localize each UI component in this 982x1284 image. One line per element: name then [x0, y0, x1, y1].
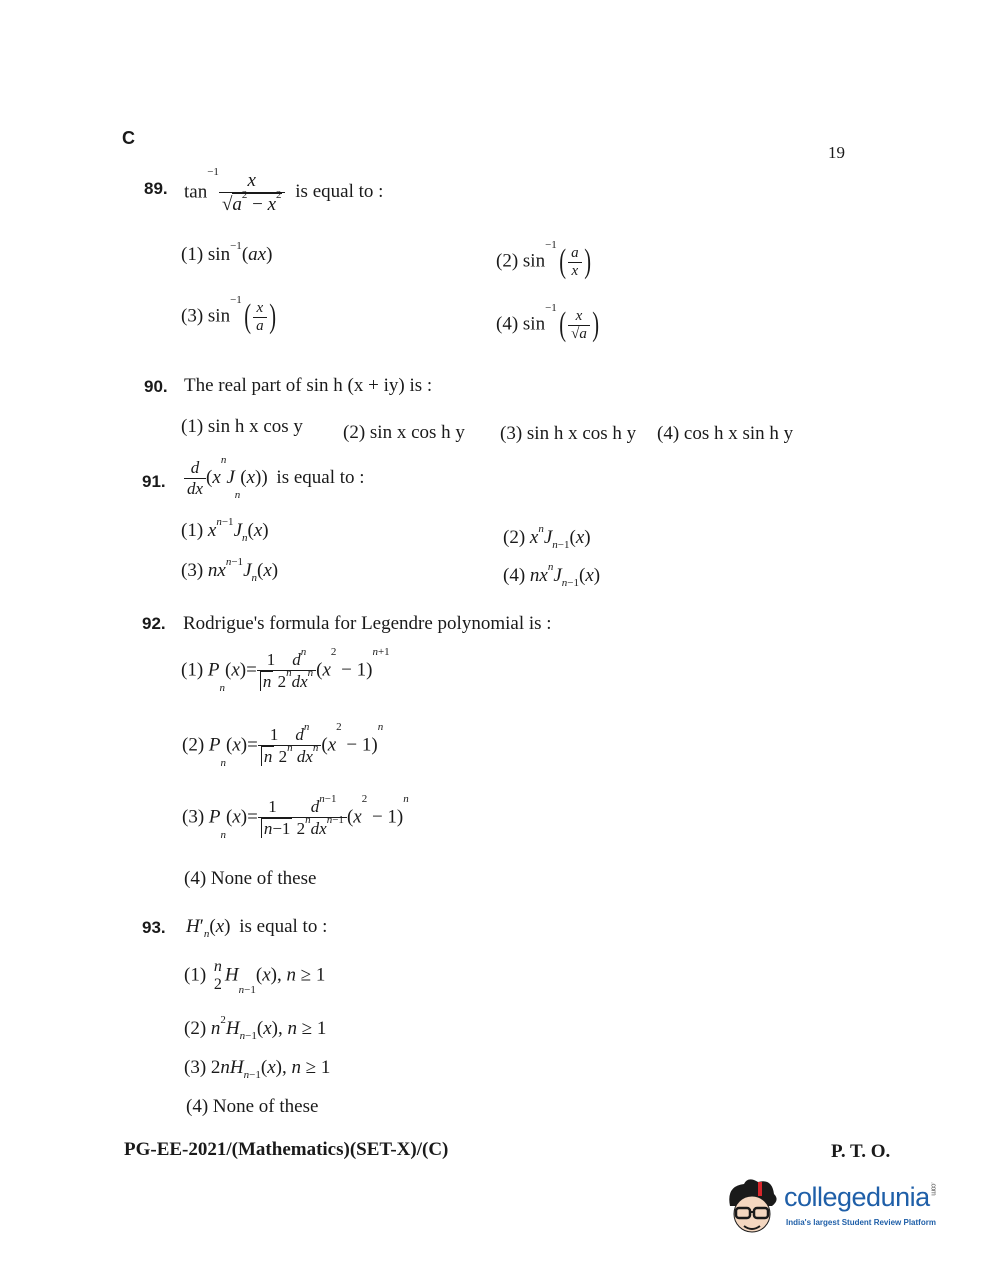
question-number-93: 93. — [142, 918, 166, 937]
set-letter: C — [122, 128, 135, 148]
q91-option-4[interactable]: (4) $nx^nJ_{n-1}(x)$ — [503, 561, 601, 589]
collegedunia-logo — [722, 1176, 952, 1246]
question-93-stem: $H'_n(x)$ is equal to : — [186, 916, 328, 940]
q90-option-1[interactable]: (1) sin h x cos y — [181, 416, 303, 437]
question-91-stem: $\frac{d}{dx}$ $(x^nJ_n(x))$ is equal to : — [184, 458, 365, 499]
q91-option-3[interactable]: (3) $nx^{n-1}J_n(x)$ — [181, 556, 279, 584]
question-number-90: 90. — [144, 377, 168, 396]
q93-option-1[interactable]: (1) n 2 $H_{n-1}(x)$, n ≥ 1 — [184, 958, 326, 996]
question-92-stem: Rodrigue's formula for Legendre polynomial is : — [183, 613, 552, 634]
question-number-91: 91. — [142, 472, 166, 491]
question-number-89: 89. — [144, 179, 168, 198]
q90-option-4[interactable]: (4) cos h x sin h y — [657, 423, 794, 444]
stem-suffix: is equal to : — [295, 181, 384, 203]
q92-option-3[interactable]: (3) $P_n(x)=$ $\frac{1 d^{n-1}}{n-1 2^ndx^{n-1}}$ $(x^2 - 1)^n$ — [182, 793, 409, 841]
q89-option-4[interactable]: (4) $\sin^{-1}$( $\frac{x}{√a}$ ) — [496, 302, 599, 343]
brand-suffix: .com — [929, 1182, 937, 1196]
brand-tagline: India's largest Student Review Platform — [786, 1218, 936, 1227]
page-number: 19 — [828, 143, 845, 162]
q89-option-2[interactable]: (2) $\sin^{-1}$( $\frac{a}{x}$ ) — [496, 239, 591, 280]
q93-option-2[interactable]: (2) $n^2H_{n-1}(x)$, n ≥ 1 — [184, 1014, 327, 1042]
q89-option-1[interactable]: (1) $\sin^{-1}(ax)$ — [181, 240, 273, 265]
q90-option-2[interactable]: (2) sin x cos h y — [343, 422, 465, 443]
brand-name: collegedunia.com — [784, 1182, 937, 1212]
q90-option-3[interactable]: (3) sin h x cos h y — [500, 423, 637, 444]
q91-option-1[interactable]: (1) $x^{n-1}J_n(x)$ — [181, 516, 269, 544]
q91-option-2[interactable]: (2) $x^nJ_{n-1}(x)$ — [503, 523, 591, 551]
question-89-stem: $\tan^{-1}$ $\frac{x}{√a^2 - x^2}$ is equal to : — [184, 166, 384, 215]
q92-option-1[interactable]: (1) $P_n(x)=$ $\frac{1 d^n}{n 2^ndx^n}$ $(x^2 - 1)^{n+1}$ — [181, 646, 390, 694]
mascot-icon — [722, 1176, 782, 1242]
footer-pto: P. T. O. — [831, 1141, 891, 1162]
q89-option-3[interactable]: (3) $\sin^{-1}$( $\frac{x}{a}$ ) — [181, 294, 276, 335]
stem-suffix: is equal to : — [276, 466, 365, 488]
question-number-92: 92. — [142, 614, 166, 633]
q93-option-4[interactable]: (4) None of these — [186, 1096, 319, 1117]
q93-option-3[interactable]: (3) $2nH_{n-1}(x)$, n ≥ 1 — [184, 1057, 331, 1081]
q92-option-2[interactable]: (2) $P_n(x)=$ $\frac{1 d^n}{n 2^n dx^n}$ $(x^2 - 1)^n$ — [182, 721, 384, 769]
question-90-stem: The real part of sin h (x + iy) is : — [184, 375, 433, 396]
stem-suffix: is equal to : — [239, 916, 328, 937]
footer-paper-code: PG-EE-2021/(Mathematics)(SET-X)/(C) — [124, 1139, 449, 1160]
fraction: $\frac{x}{√a^2 - x^2}$ — [219, 170, 285, 216]
q92-option-4[interactable]: (4) None of these — [184, 868, 317, 889]
